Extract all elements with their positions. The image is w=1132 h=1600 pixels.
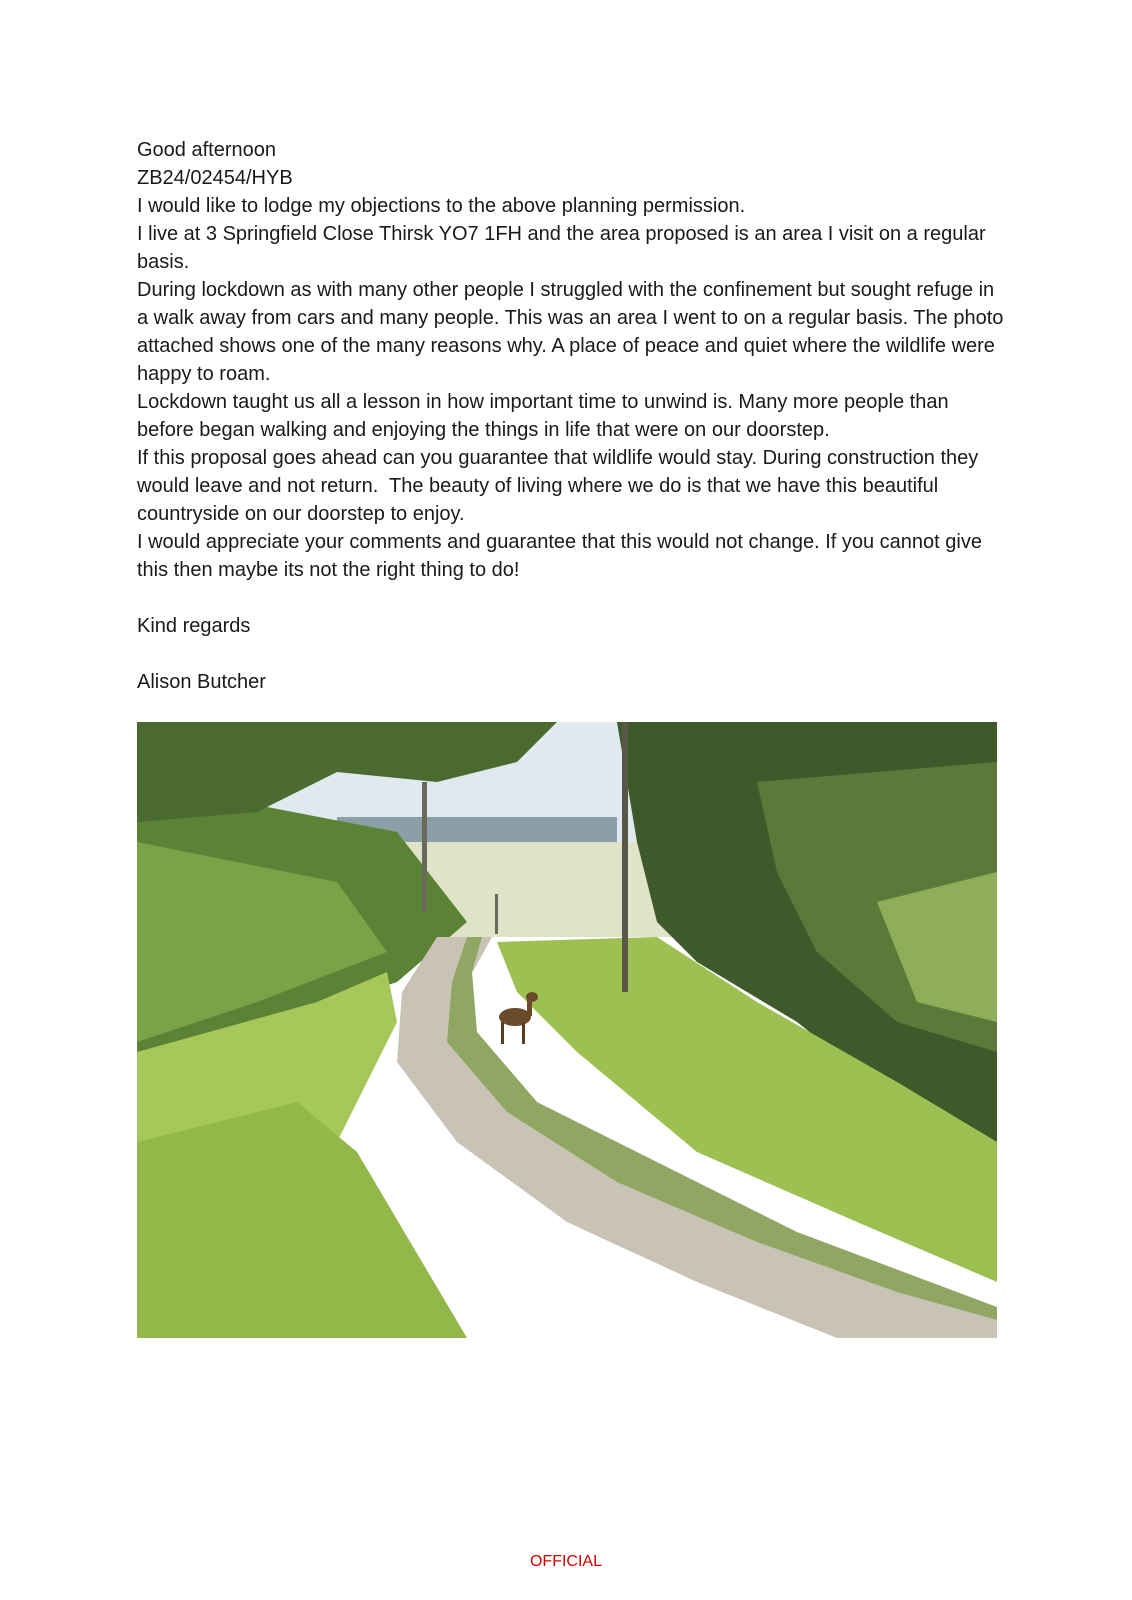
signature: Alison Butcher [137, 671, 266, 693]
blank-line [137, 640, 1007, 668]
letter-body [137, 136, 1007, 696]
pole [422, 782, 427, 912]
greeting: Good afternoon [137, 139, 276, 161]
paragraph: I would like to lodge my objections to the above planning permission. [137, 195, 746, 217]
closing: Kind regards [137, 615, 251, 637]
paragraph: If this proposal goes ahead can you guarantee that wildlife would stay. During construction they would leave and not return. The beauty of living where we do is that we have this beautiful countryside on our doorstep to enjoy. [137, 447, 984, 525]
paragraph: Lockdown taught us all a lesson in how important time to unwind is. Many more people than before began walking and enjoying the things in life that were on our doorstep. [137, 391, 955, 441]
planning-reference: ZB24/02454/HYB [137, 167, 293, 189]
security-classification: OFFICIAL [529, 1553, 602, 1570]
blank-line [137, 584, 1007, 612]
paragraph: During lockdown as with many other people I struggled with the confinement but sought refuge in a walk away from cars and many people. This was an area I went to on a regular basis. The photo attached shows one of the many reasons why. A place of peace and quiet where the wildlife were happy to roam. [137, 279, 1009, 385]
attached-photo [137, 722, 997, 1338]
deer [499, 992, 538, 1044]
paragraph: I live at 3 Springfield Close Thirsk YO7 1FH and the area proposed is an area I visit on a regular basis. [137, 223, 992, 273]
paragraph: I would appreciate your comments and guarantee that this would not change. If you cannot give this then maybe its not the right thing to do! [137, 531, 988, 581]
country-lane-photo [137, 722, 997, 1338]
pole [622, 722, 628, 992]
